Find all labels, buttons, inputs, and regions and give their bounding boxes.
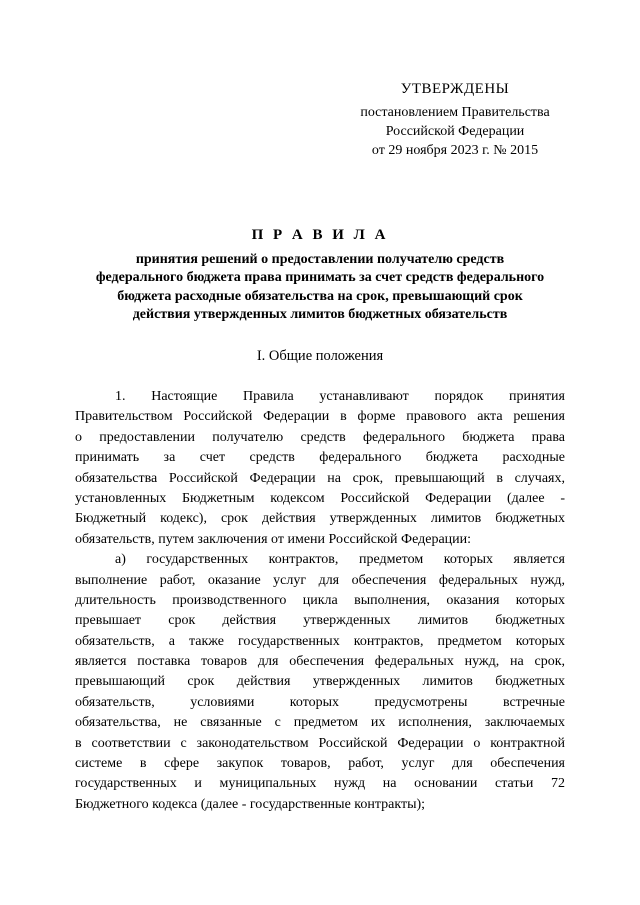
subpoint-line: Бюджетного кодекса (далее - государственные контракты);: [75, 796, 426, 812]
subtitle-line: бюджета расходные обязательства на срок, превышающий срок: [117, 288, 523, 304]
approval-block: [330, 80, 580, 160]
subpoint-line: является поставка товаров для обеспечения федеральных нужд, на срок,: [75, 654, 565, 670]
subpoint-line: длительность производственного цикла выполнения, оказания которых: [75, 592, 565, 608]
subtitle-line: действия утвержденных лимитов бюджетных обязательств: [132, 306, 508, 322]
subpoint-line: выполнение работ, оказание услуг для обеспечения федеральных нужд,: [75, 572, 565, 588]
paragraph-line: установленных Бюджетным кодексом Российской Федерации (далее -: [75, 490, 565, 506]
section-heading: I. Общие положения: [256, 348, 384, 364]
paragraph-line: обязательства Российской Федерации на срок, превышающий в случаях,: [75, 470, 565, 486]
approval-line: от 29 ноября 2023 г. № 2015: [371, 143, 539, 158]
document-body: [75, 387, 565, 815]
subpoint-line: обязательств, а также государственных контрактов, предметом которых: [75, 633, 565, 649]
paragraph-line: Правительством Российской Федерации в форме правового акта решения: [75, 409, 565, 425]
subpoint-line: в соответствии с законодательством Российской Федерации о контрактной: [75, 735, 565, 751]
subpoint-line: превышающий срок действия утвержденных лимитов бюджетных: [75, 674, 565, 690]
subpoint-line: государственных и муниципальных нужд на основании статьи 72: [75, 776, 565, 792]
paragraph-line: обязательств, путем заключения от имени Российской Федерации:: [75, 531, 472, 547]
document-subtitle: [70, 251, 570, 324]
subpoint-line: превышает срок действия утвержденных лимитов бюджетных: [75, 613, 565, 629]
paragraph-line: принимать за счет средств федерального бюджета расходные: [75, 450, 565, 466]
subpoint-line: а) государственных контрактов, предметом которых является: [115, 552, 565, 568]
document-title: П Р А В И Л А: [251, 227, 389, 243]
paragraph-line: Бюджетный кодекс), срок действия утвержденных лимитов бюджетных: [75, 511, 565, 527]
subtitle-line: федерального бюджета права принимать за счет средств федерального: [95, 270, 545, 286]
paragraph-line: о предоставлении получателю средств федерального бюджета права: [75, 429, 565, 445]
approval-line: постановлением Правительства: [360, 105, 550, 120]
approval-line: Российской Федерации: [385, 124, 525, 139]
subtitle-line: принятия решений о предоставлении получателю средств: [135, 252, 505, 267]
subpoint-line: обязательств, условиями которых предусмотрены встречные: [75, 694, 565, 710]
approval-heading: УТВЕРЖДЕНЫ: [400, 81, 510, 97]
subpoint-line: системе в сфере закупок товаров, работ, услуг для обеспечения: [75, 756, 565, 772]
subpoint-line: обязательства, не связанные с предметом их исполнения, заключаемых: [75, 715, 565, 731]
paragraph-line: 1. Настоящие Правила устанавливают порядок принятия: [115, 389, 565, 404]
